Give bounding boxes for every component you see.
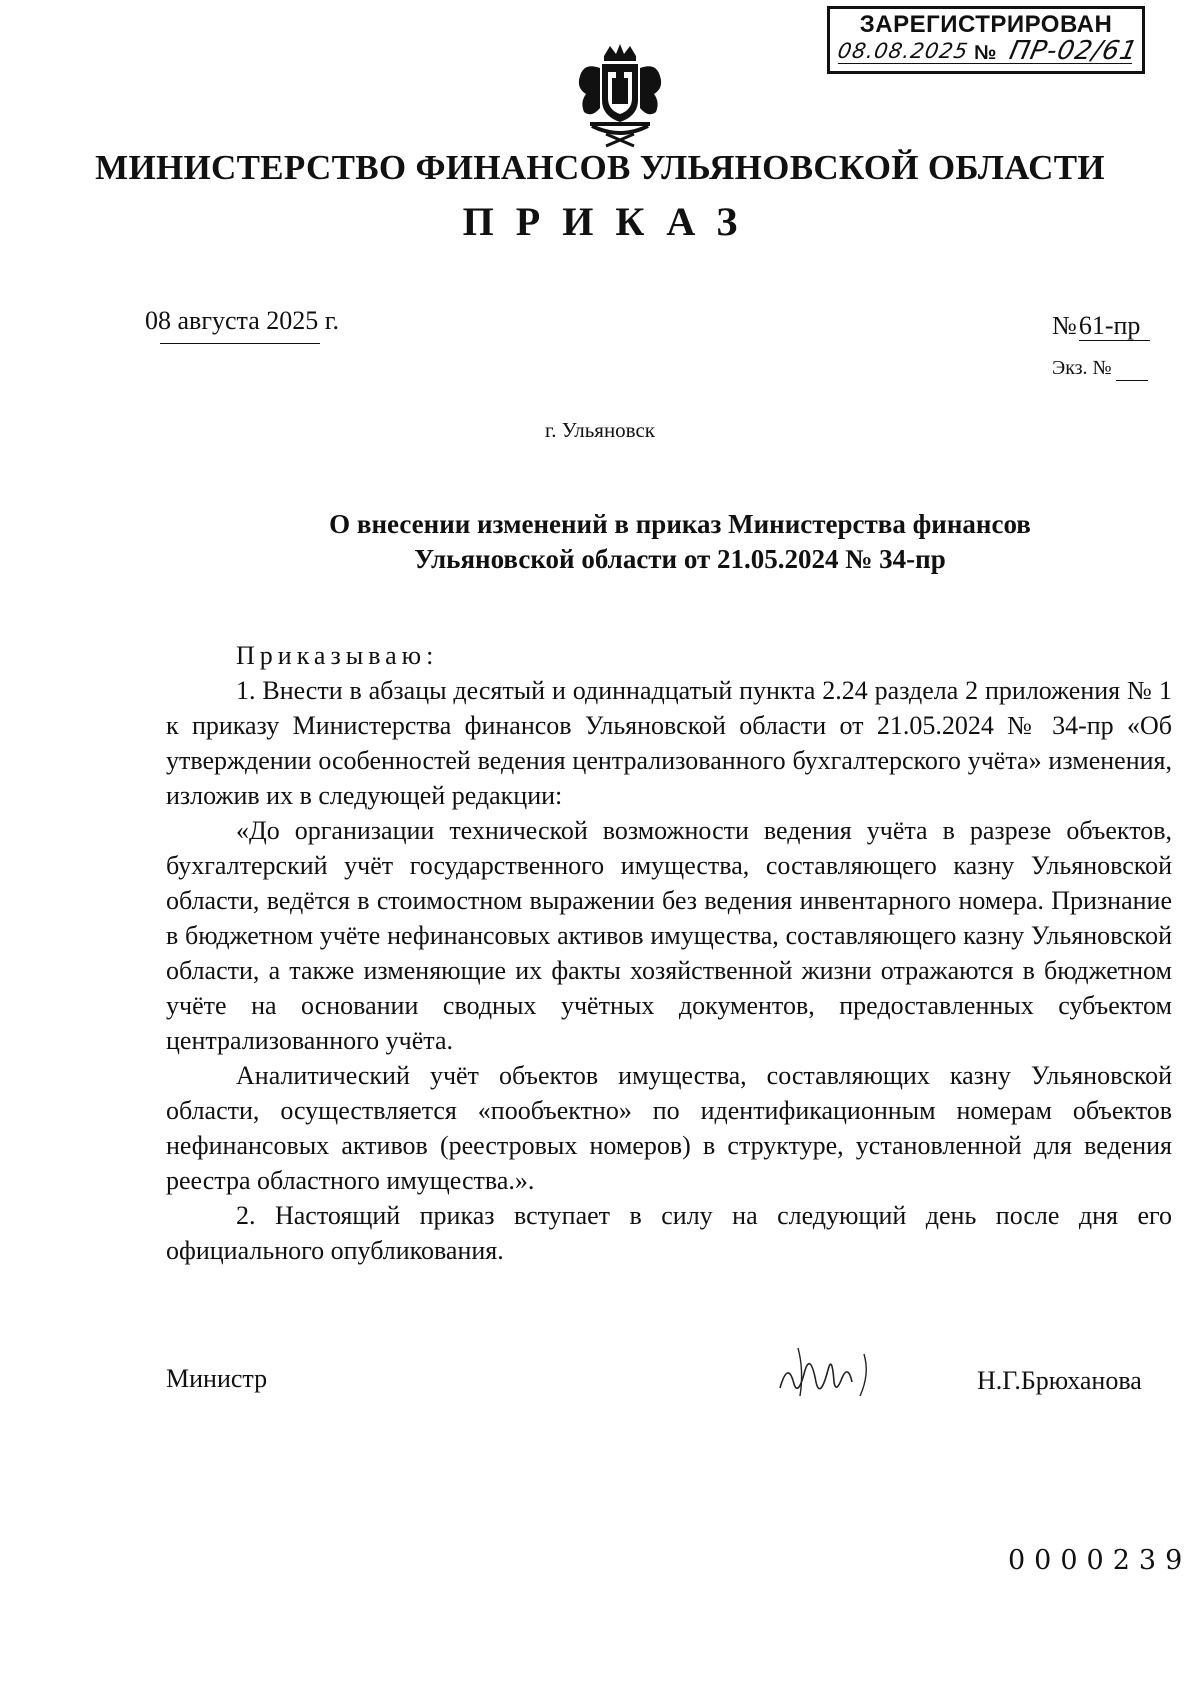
- stamp-underline: [838, 63, 1132, 64]
- signer-role: Министр: [166, 1364, 268, 1393]
- stamp-title: ЗАРЕГИСТРИРОВАН: [859, 11, 1113, 38]
- paragraph-2: «До организации технической возможности ведения учёта в разрезе объектов, бухгалтерский учёт государственного имущества, составляющего казну Ульяновской области, ведётся в стоимостном выражении без ведения инвентарного номера. Признание в бюджетном учёте нефинансовых активов имущества, составляющего казну Ульяновской области, а также изменяющие их факты хозяйственной жизни отражаются в бюджетном учёте на основании сводных учётных документов, предоставленных субъектом централизованного учёта.: [166, 816, 1172, 1055]
- subject-line-1: О внесении изменений в приказ Министерства финансов: [329, 509, 1031, 539]
- coat-of-arms-icon: [566, 42, 674, 150]
- document-serial-number: 0000239: [1008, 1545, 1192, 1576]
- order-subject: [200, 507, 1160, 577]
- order-date: 08 августа 2025 г.: [145, 306, 339, 335]
- date-underline: [160, 343, 320, 344]
- copy-number-label: Экз. №: [1052, 357, 1112, 379]
- order-number-value: 61-пр: [1079, 311, 1151, 341]
- stamp-number: ПР-02/61: [1006, 36, 1141, 66]
- copy-number-blank: [1116, 357, 1148, 381]
- order-body: [166, 638, 1172, 1268]
- registration-stamp: [827, 6, 1145, 74]
- stamp-number-sign: №: [974, 42, 997, 64]
- paragraph-1: 1. Внести в абзацы десятый и одиннадцатый пункта 2.24 раздела 2 приложения № 1 к приказу Министерства финансов Ульяновской области от 21.05.2024 № 34-пр «Об утверждении особенностей ведения централизованного бухгалтерского учёта» изменения, изложив их в следующей редакции:: [166, 676, 1172, 810]
- stamp-date: 08.08.2025: [835, 39, 971, 63]
- city: г. Ульяновск: [544, 418, 655, 442]
- subject-line-2: Ульяновской области от 21.05.2024 № 34-пр: [414, 544, 946, 574]
- order-directive: Приказываю:: [236, 641, 439, 670]
- ministry-name: МИНИСТЕРСТВО ФИНАНСОВ УЛЬЯНОВСКОЙ ОБЛАСТИ: [95, 148, 1105, 187]
- paragraph-4: 2. Настоящий приказ вступает в силу на следующий день после дня его официального опубликования.: [166, 1201, 1172, 1265]
- order-number: [1052, 311, 1150, 341]
- order-number-prefix: №: [1052, 311, 1077, 340]
- paragraph-3: Аналитический учёт объектов имущества, составляющих казну Ульяновской области, осуществляется «пообъектно» по идентификационным номерам объектов нефинансовых активов (реестровых номеров) в структуре, установленной для ведения реестра областного имущества.».: [166, 1061, 1172, 1195]
- copy-number: [1052, 357, 1148, 381]
- signer-name: Н.Г.Брюханова: [977, 1366, 1142, 1395]
- document-type: ПРИКАЗ: [462, 199, 760, 244]
- handwritten-signature: [770, 1330, 890, 1410]
